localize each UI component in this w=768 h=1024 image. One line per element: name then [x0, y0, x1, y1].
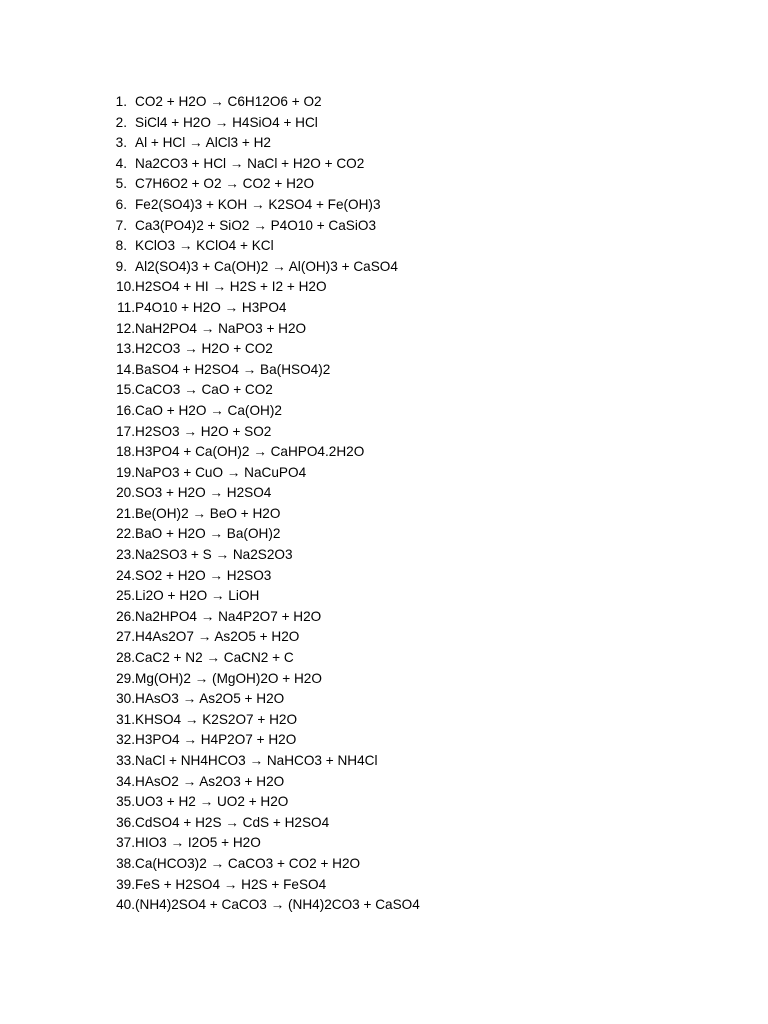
equation-text: H2SO4 + HI → H2S + I2 + H2O	[135, 279, 327, 295]
equation-text: CaO + H2O → Ca(OH)2	[135, 402, 282, 418]
equation-text: Li2O + H2O → LiOH	[135, 588, 260, 604]
equation-text: Na2HPO4 → Na4P2O7 + H2O	[135, 608, 322, 624]
equation-item	[106, 360, 420, 381]
equation-item	[106, 483, 420, 504]
equation-number: 14.	[116, 361, 135, 377]
equation-number: 6.	[115, 196, 127, 212]
equation-text: BaO + H2O → Ba(OH)2	[135, 526, 281, 542]
equation-item	[106, 401, 420, 422]
equation-item	[106, 669, 420, 690]
equation-item	[106, 339, 420, 360]
equation-number: 15.	[116, 382, 135, 398]
equation-text: Ca(HCO3)2 → CaCO3 + CO2 + H2O	[135, 855, 361, 871]
equation-number: 36.	[116, 814, 135, 830]
equation-item	[106, 319, 420, 340]
equation-item	[106, 833, 420, 854]
equation-item	[106, 627, 420, 648]
equation-number: 40.	[116, 897, 135, 913]
equation-item	[106, 566, 420, 587]
equation-text: H2CO3 → H2O + CO2	[135, 341, 273, 357]
equation-number: 21.	[116, 505, 135, 521]
equation-item	[106, 504, 420, 525]
equation-number: 25.	[116, 588, 135, 604]
equation-number: 12.	[116, 320, 135, 336]
equation-text: FeS + H2SO4 → H2S + FeSO4	[135, 876, 327, 892]
equation-item	[106, 463, 420, 484]
equation-text: KClO3 → KClO4 + KCl	[135, 238, 274, 254]
equation-item	[106, 277, 420, 298]
equation-text: BaSO4 + H2SO4 → Ba(HSO4)2	[135, 361, 331, 377]
equation-number: 17.	[116, 423, 135, 439]
equation-text: SO2 + H2O → H2SO3	[135, 567, 272, 583]
equation-number: 28.	[116, 650, 135, 666]
equation-number: 20.	[116, 485, 135, 501]
equation-number: 31.	[116, 711, 135, 727]
equation-text: H4As2O7 → As2O5 + H2O	[135, 629, 300, 645]
equation-text: Ca3(PO4)2 + SiO2 → P4O10 + CaSiO3	[135, 217, 377, 233]
equation-list	[106, 92, 420, 916]
equation-text: Mg(OH)2 → (MgOH)2O + H2O	[135, 670, 322, 686]
equation-item	[106, 730, 420, 751]
equation-text: Al + HCl → AlCl3 + H2	[135, 135, 271, 151]
equation-text: Na2CO3 + HCl → NaCl + H2O + CO2	[135, 155, 365, 171]
equation-text: NaH2PO4 → NaPO3 + H2O	[135, 320, 307, 336]
equation-text: (NH4)2SO4 + CaCO3 → (NH4)2CO3 + CaSO4	[135, 897, 420, 913]
equation-item	[106, 813, 420, 834]
equation-number: 38.	[116, 855, 135, 871]
equation-number: 16.	[116, 402, 135, 418]
equation-item	[106, 524, 420, 545]
equation-text: Fe2(SO4)3 + KOH → K2SO4 + Fe(OH)3	[135, 196, 381, 212]
equation-item	[106, 751, 420, 772]
equation-number: 18.	[116, 444, 135, 460]
equation-number: 24.	[116, 567, 135, 583]
equation-text: KHSO4 → K2S2O7 + H2O	[135, 711, 298, 727]
equation-item	[106, 236, 420, 257]
equation-number: 26.	[116, 608, 135, 624]
equation-item	[106, 133, 420, 154]
equation-text: HIO3 → I2O5 + H2O	[135, 835, 261, 851]
equation-number: 5.	[115, 176, 127, 192]
equation-item	[106, 772, 420, 793]
equation-number: 8.	[115, 238, 127, 254]
equation-text: HAsO2 → As2O3 + H2O	[135, 773, 285, 789]
equation-number: 19.	[116, 464, 135, 480]
equation-item	[106, 689, 420, 710]
equation-item	[106, 195, 420, 216]
equation-number: 35.	[116, 794, 135, 810]
equation-number: 10.	[116, 279, 135, 295]
equation-item	[106, 854, 420, 875]
equation-item	[106, 298, 420, 319]
equation-number: 3.	[115, 135, 127, 151]
equation-number: 9.	[115, 258, 127, 274]
equation-number: 2.	[115, 114, 127, 130]
equation-text: H2SO3 → H2O + SO2	[135, 423, 272, 439]
equation-number: 34.	[116, 773, 135, 789]
equation-number: 7.	[115, 217, 127, 233]
equation-item	[106, 380, 420, 401]
equation-number: 13.	[116, 341, 135, 357]
equation-text: CdSO4 + H2S → CdS + H2SO4	[135, 814, 330, 830]
equation-item	[106, 607, 420, 628]
equation-item	[106, 257, 420, 278]
equation-item	[106, 92, 420, 113]
equation-text: C7H6O2 + O2 → CO2 + H2O	[135, 176, 315, 192]
equation-number: 39.	[116, 876, 135, 892]
equation-item	[106, 216, 420, 237]
equation-text: Be(OH)2 → BeO + H2O	[135, 505, 281, 521]
equation-item	[106, 545, 420, 566]
equation-number: 37.	[116, 835, 135, 851]
equation-number: 22.	[116, 526, 135, 542]
equation-text: CaC2 + N2 → CaCN2 + C	[135, 650, 294, 666]
equation-text: SO3 + H2O → H2SO4	[135, 485, 272, 501]
equation-text: Na2SO3 + S → Na2S2O3	[135, 547, 293, 563]
equation-text: CaCO3 → CaO + CO2	[135, 382, 273, 398]
equation-text: UO3 + H2 → UO2 + H2O	[135, 794, 289, 810]
equation-number: 33.	[116, 753, 135, 768]
equation-item	[106, 586, 420, 607]
equation-item	[106, 648, 420, 669]
equation-item	[106, 442, 420, 463]
equation-item	[106, 792, 420, 813]
equation-text: Al2(SO4)3 + Ca(OH)2 → Al(OH)3 + CaSO4	[135, 258, 398, 274]
equation-number: 1.	[115, 94, 127, 109]
equation-text: H3PO4 → H4P2O7 + H2O	[135, 732, 297, 748]
equation-number: 30.	[116, 691, 135, 707]
equation-item	[106, 710, 420, 731]
equation-number: 11.	[117, 299, 135, 315]
equation-text: CO2 + H2O → C6H12O6 + O2	[135, 94, 322, 109]
equation-text: HAsO3 → As2O5 + H2O	[135, 691, 285, 707]
equation-text: SiCl4 + H2O → H4SiO4 + HCl	[135, 114, 318, 130]
equation-item	[106, 895, 420, 916]
equation-item	[106, 174, 420, 195]
equation-text: NaPO3 + CuO → NaCuPO4	[135, 464, 307, 480]
equation-number: 23.	[116, 547, 135, 563]
equation-text: P4O10 + H2O → H3PO4	[135, 299, 287, 315]
equation-item	[106, 422, 420, 443]
equation-text: H3PO4 + Ca(OH)2 → CaHPO4.2H2O	[135, 444, 365, 460]
equation-number: 32.	[116, 732, 135, 748]
equation-number: 29.	[116, 670, 135, 686]
equation-item	[106, 875, 420, 896]
equation-number: 27.	[116, 629, 135, 645]
equation-item	[106, 154, 420, 175]
equation-item	[106, 113, 420, 134]
equation-number: 4.	[115, 155, 127, 171]
equation-text: NaCl + NH4HCO3 → NaHCO3 + NH4Cl	[135, 753, 378, 768]
